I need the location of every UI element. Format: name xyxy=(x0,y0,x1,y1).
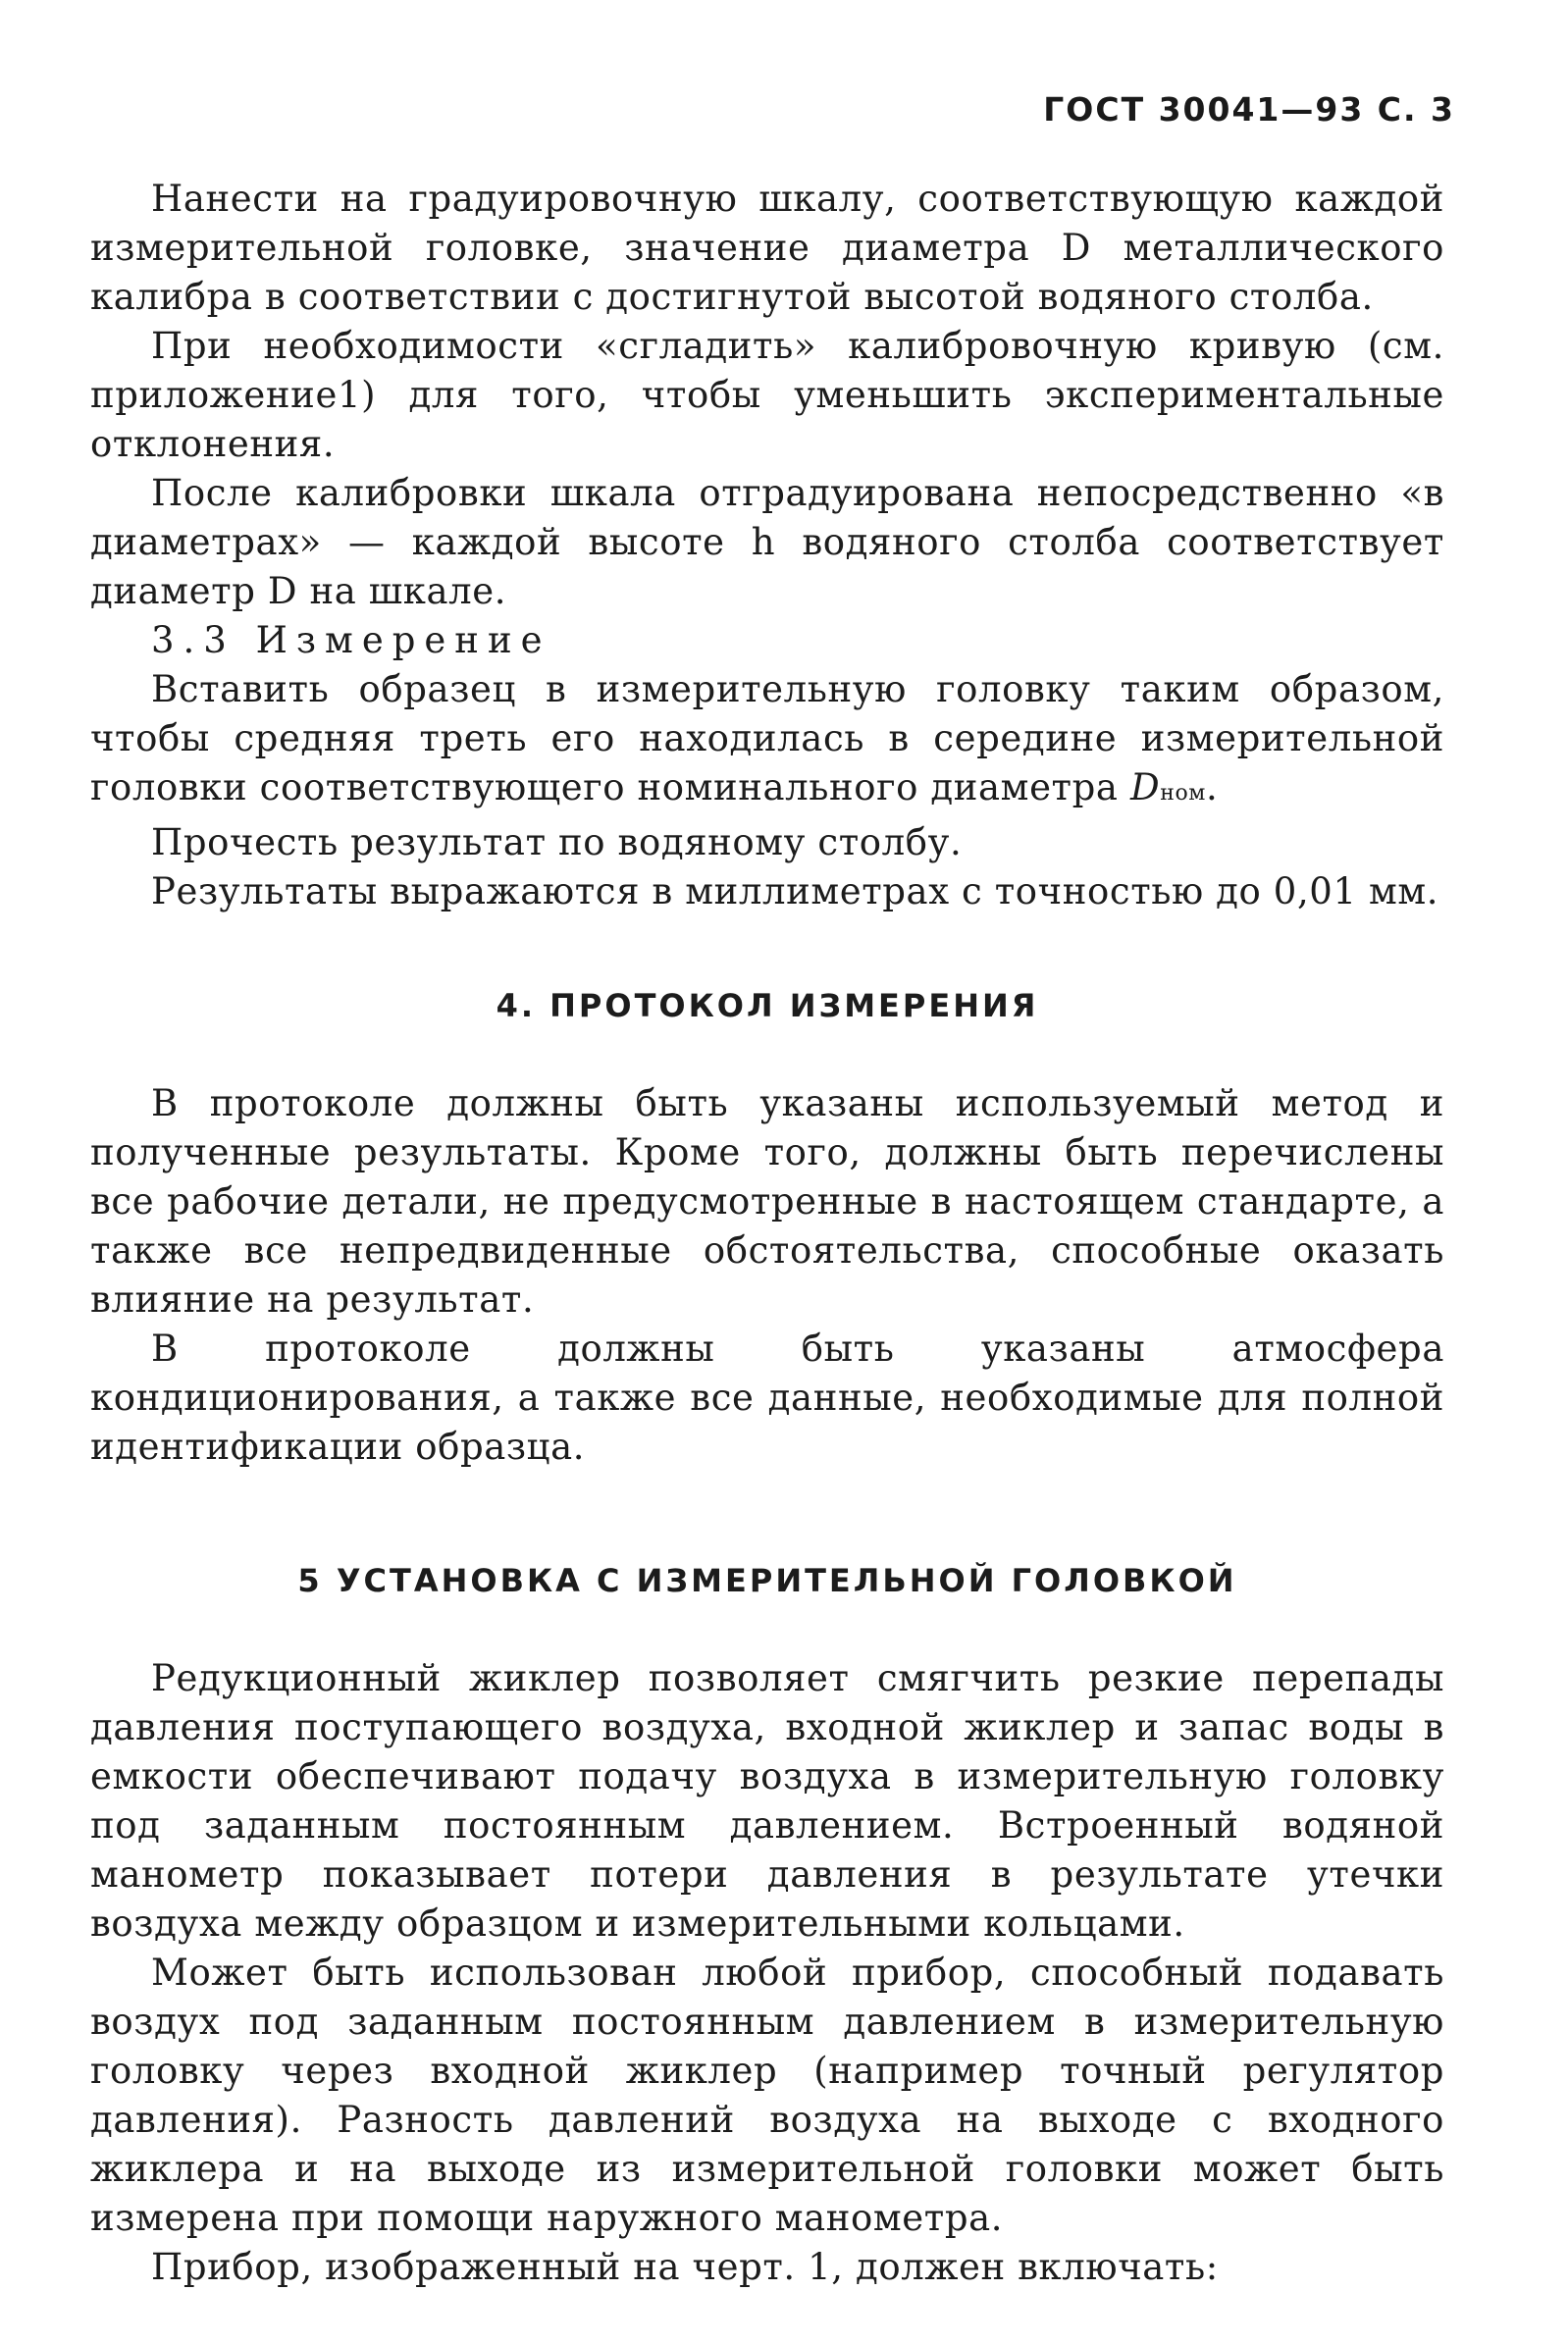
paragraph-smooth-curve: При необходимости «сгладить» калибровочную кривую (см. приложение1) для того, чтобы уменьшить экспериментальные отклонения. xyxy=(90,325,1444,465)
paragraph-result-precision: Результаты выражаются в миллиметрах с точностью до 0,01 мм. xyxy=(151,870,1439,912)
paragraph-device-includes: Прибор, изображенный на черт. 1, должен включать: xyxy=(151,2246,1219,2288)
section-3-continuation xyxy=(90,175,1444,916)
paragraph-scale-in-diameters: После калибровки шкала отградуирована непосредственно «в диаметрах» — каждой высоте h водяного столба соответствует диаметр D на шкале. xyxy=(90,472,1444,612)
paragraph-protocol-atmosphere: В протоколе должны быть указаны атмосфера кондиционирования, а также все данные, необходимые для полной идентификации образца. xyxy=(90,1328,1444,1468)
section-4-body xyxy=(90,1079,1444,1472)
running-header: ГОСТ 30041—93 С. 3 xyxy=(1043,90,1455,129)
section-5-title: 5 УСТАНОВКА С ИЗМЕРИТЕЛЬНОЙ ГОЛОВКОЙ xyxy=(297,1562,1237,1599)
page-body xyxy=(90,175,1444,2292)
subsection-title-measurement: 3.3 Измерение xyxy=(151,619,551,661)
diameter-symbol: D xyxy=(1129,766,1161,808)
paragraph-calibration-scale: Нанести на градуировочную шкалу, соответствующую каждой измерительной головке, значение диаметра D металлического калибра в соответствии с достигнутой высотой водяного столба. xyxy=(90,178,1444,318)
paragraph-read-result: Прочесть результат по водяному столбу. xyxy=(151,821,963,863)
nominal-subscript: ном xyxy=(1160,781,1207,806)
paragraph-any-device: Может быть использован любой прибор, способный подавать воздух под заданным постоянным давлением в измерительную головку через входной жиклер (например точный регулятор давления). Разность давлений воздуха на выходе с входного жиклера и на выходе из измерительной головки может быть измерена при помощи наружного манометра. xyxy=(90,1952,1444,2239)
paragraph-protocol-method: В протоколе должны быть указаны используемый метод и полученные результаты. Кроме того, должны быть перечислены все рабочие детали, не предусмотренные в настоящем стандарте, а также все непредвиденные обстоятельства, способные оказать влияние на результат. xyxy=(90,1082,1444,1321)
section-4-title: 4. ПРОТОКОЛ ИЗМЕРЕНИЯ xyxy=(496,987,1039,1024)
insert-sample-text: Вставить образец в измерительную головку таким образом, чтобы средняя треть его находилась в середине измерительной головки соответствующего номинального диаметра xyxy=(90,668,1444,808)
paragraph-insert-sample xyxy=(90,665,1444,818)
paragraph-reduction-jet: Редукционный жиклер позволяет смягчить резкие перепады давления поступающего воздуха, входной жиклер и запас воды в емкости обеспечивают подачу воздуха в измерительную головку под заданным постоянным давлением. Встроенный водяной манометр показывает потери давления в результате утечки воздуха между образцом и измерительными кольцами. xyxy=(90,1657,1444,1945)
section-5-body xyxy=(90,1654,1444,2292)
insert-sample-end: . xyxy=(1206,766,1219,808)
